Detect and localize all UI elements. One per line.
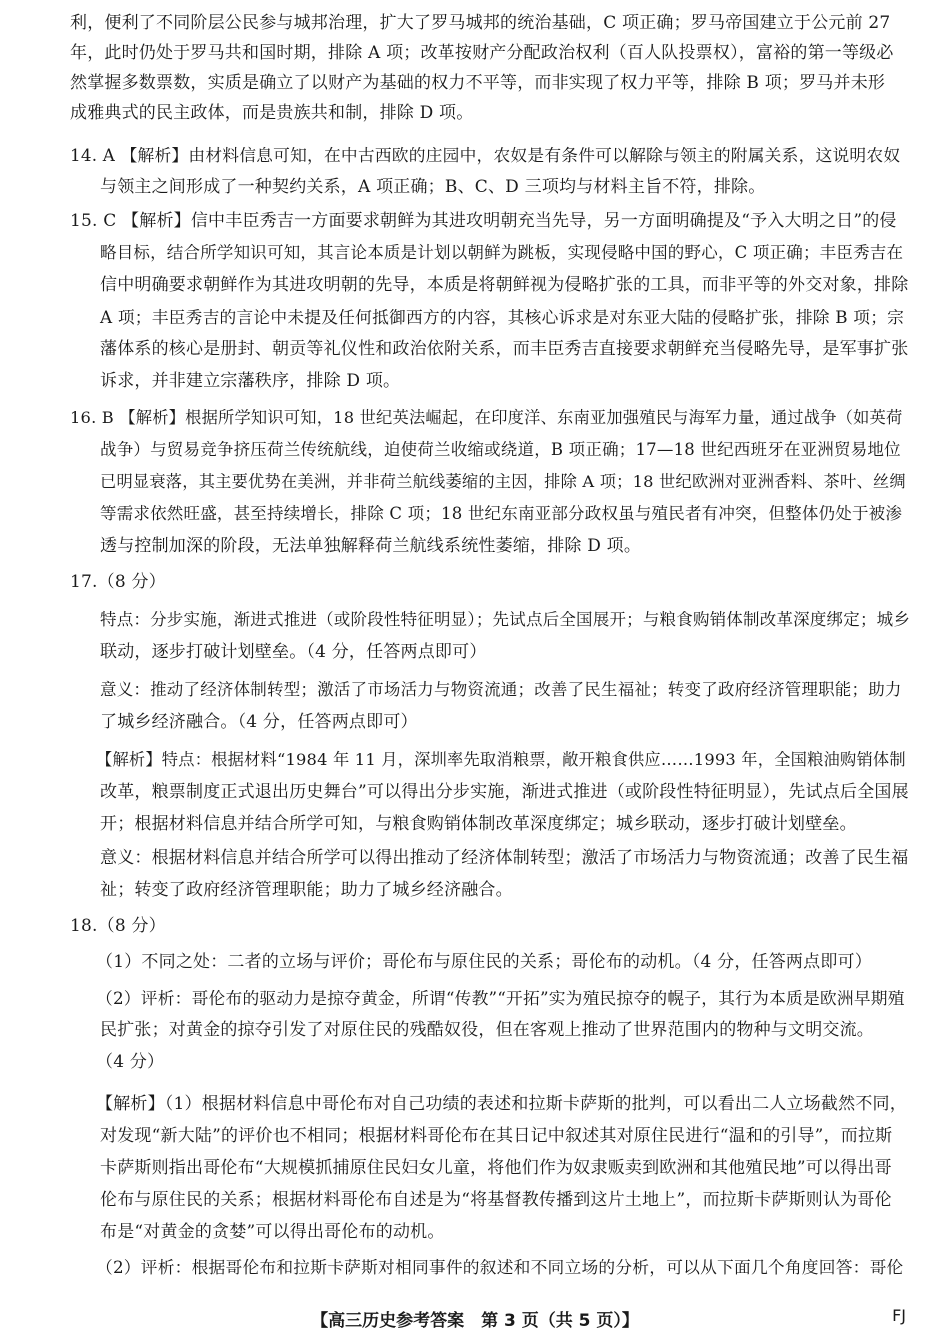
text-line: （1）不同之处：二者的立场与评价；哥伦布与原住民的关系；哥伦布的动机。（4 分，任答两点即可）	[96, 952, 872, 972]
analysis-18: 【解析】（1）根据材料信息中哥伦布对自己功绩的表述和拉斯卡萨斯的批判，可以看出二人立场截然不同，	[96, 1094, 907, 1114]
text-line: 民扩张；对黄金的掠夺引发了对原住民的残酷奴役，但在客观上推动了世界范围内的物种与文明交流。	[100, 1020, 874, 1040]
footer-code: FJ	[892, 1306, 906, 1325]
text-line: 与领主之间形成了一种契约关系，A 项正确；B、C、D 三项均与材料主旨不符，排除。	[100, 177, 766, 197]
text-line: 透与控制加深的阶段，无法单独解释荷兰航线系统性萎缩，排除 D 项。	[100, 536, 642, 556]
text-line: A 项；丰臣秀吉的言论中未提及任何抵御西方的内容，其核心诉求是对东亚大陆的侵略扩张，排除 B 项；宗	[100, 307, 905, 327]
text-line: 战争）与贸易竞争挤压荷兰传统航线，迫使荷兰收缩或绕道，B 项正确；17—18 世纪西班牙在亚洲贸易地位	[100, 440, 901, 459]
text-line: 开；根据材料信息并结合所学可知，与粮食购销体制改革深度绑定；城乡联动，逐步打破计划壁垒。	[100, 814, 857, 834]
text-line: 对发现“新大陆”的评价也不相同；根据材料哥伦布在其日记中叙述其对原住民进行“温和的引导”，而拉斯	[100, 1126, 893, 1146]
text-line: （2）评析：根据哥伦布和拉斯卡萨斯对相同事件的叙述和不同立场的分析，可以从下面几个角度回答：哥伦	[96, 1257, 904, 1277]
footer-title: 【高三历史参考答案 第 3 页（共 5 页）】	[311, 1311, 639, 1331]
text-line: 藩体系的核心是册封、朝贡等礼仪性和政治依附关系，而丰臣秀吉直接要求朝鲜充当侵略先导，是军事扩张	[100, 339, 909, 359]
text-line: 布是“对黄金的贪婪”可以得出哥伦布的动机。	[100, 1222, 445, 1242]
answer-17-heading: 17.（8 分）	[70, 572, 166, 592]
text-line: 意义：推动了经济体制转型；激活了市场活力与物资流通；改善了民生福祉；转变了政府经济管理职能；助力	[100, 680, 902, 699]
text-line: 特点：分步实施，渐进式推进（或阶段性特征明显）；先试点后全国展开；与粮食购销体制改革深度绑定；城乡	[100, 610, 911, 629]
answer-16: 16. B 【解析】根据所学知识可知，18 世纪英法崛起，在印度洋、东南亚加强殖民与海军力量，通过战争（如英荷	[70, 408, 903, 427]
answer-14: 14. A 【解析】由材料信息可知，在中古西欧的庄园中，农奴是有条件可以解除与领主的附属关系，这说明农奴	[70, 145, 901, 165]
text-line: 了城乡经济融合。（4 分，任答两点即可）	[100, 712, 418, 732]
text-line: 联动，逐步打破计划壁垒。（4 分，任答两点即可）	[100, 642, 487, 662]
text-line: 伦布与原住民的关系；根据材料哥伦布自述是为“将基督教传播到这片土地上”，而拉斯卡萨斯则认为哥伦	[100, 1190, 892, 1210]
answer-15: 15. C 【解析】信中丰臣秀吉一方面要求朝鲜为其进攻明朝充当先导，另一方面明确提及“予入大明之日”的侵	[70, 211, 897, 231]
text-line: 改革，粮票制度正式退出历史舞台”可以得出分步实施，渐进式推进（或阶段性特征明显），先试点后全国展	[100, 782, 909, 802]
text-line: 利，便利了不同阶层公民参与城邦治理，扩大了罗马城邦的统治基础，C 项正确；罗马帝国建立于公元前 27	[70, 13, 891, 33]
analysis-17: 【解析】特点：根据材料“1984 年 11 月，深圳率先取消粮票，敞开粮食供应……1993 年，全国粮油购销体制	[96, 750, 906, 769]
text-line: （2）评析：哥伦布的驱动力是掠夺黄金，所谓“传教”“开拓”实为殖民掠夺的幌子，其行为本质是欧洲早期殖	[96, 988, 905, 1008]
text-line: 成雅典式的民主政体，而是贵族共和制，排除 D 项。	[70, 103, 474, 123]
text-line: 等需求依然旺盛，甚至持续增长，排除 C 项；18 世纪东南亚部分政权虽与殖民者有冲突，但整体仍处于被渗	[100, 504, 903, 523]
text-line: 信中明确要求朝鲜作为其进攻明朝的先导，本质是将朝鲜视为侵略扩张的工具，而非平等的外交对象，排除	[100, 275, 909, 295]
text-line: 意义：根据材料信息并结合所学可以得出推动了经济体制转型；激活了市场活力与物资流通；改善了民生福	[100, 848, 909, 868]
text-line: 卡萨斯则指出哥伦布“大规模抓捕原住民妇女儿童，将他们作为奴隶贩卖到欧洲和其他殖民地”可以得出哥	[100, 1158, 892, 1178]
text-line: （4 分）	[96, 1052, 165, 1072]
text-line: 诉求，并非建立宗藩秩序，排除 D 项。	[100, 371, 401, 391]
text-line: 略目标，结合所学知识可知，其言论本质是计划以朝鲜为跳板，实现侵略中国的野心，C 项正确；丰臣秀吉在	[100, 243, 904, 262]
answer-18-heading: 18.（8 分）	[70, 916, 166, 936]
text-line: 年，此时仍处于罗马共和国时期，排除 A 项；改革按财产分配政治权利（百人队投票权），富裕的第一等级必	[70, 43, 894, 63]
text-line: 祉；转变了政府经济管理职能；助力了城乡经济融合。	[100, 880, 513, 900]
text-line: 已明显衰落，其主要优势在美洲，并非荷兰航线萎缩的主因，排除 A 项；18 世纪欧洲对亚洲香料、茶叶、丝绸	[100, 472, 906, 491]
text-line: 然掌握多数票数，实质是确立了以财产为基础的权力不平等，而非实现了权力平等，排除 B 项；罗马并未形	[70, 73, 886, 93]
